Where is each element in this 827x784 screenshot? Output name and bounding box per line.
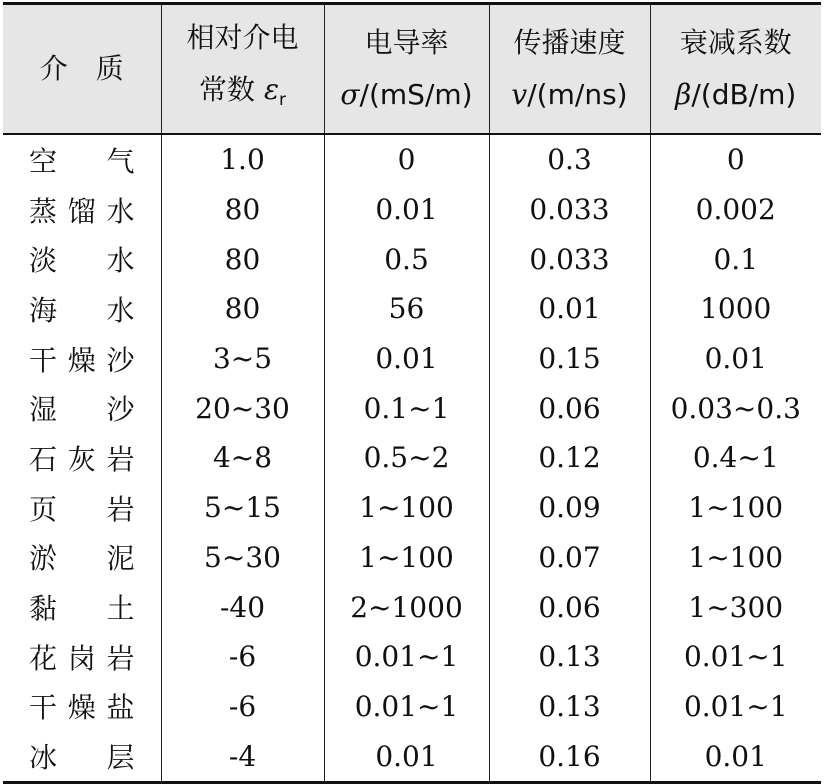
header-row	[3, 4, 821, 135]
cell-velocity: 0.16	[489, 731, 650, 782]
table-row	[3, 682, 821, 732]
cell-velocity: 0.13	[489, 682, 650, 732]
cell-conductivity: 0	[324, 134, 489, 185]
cell-medium: 湿沙	[29, 393, 135, 427]
header-attenuation-line2	[651, 69, 822, 121]
cell-velocity: 0.13	[489, 632, 650, 682]
header-conductivity-line1: 电导率	[364, 26, 449, 59]
cell-permittivity: 5~15	[161, 483, 324, 533]
header-velocity-line1: 传播速度	[513, 26, 626, 59]
cell-conductivity: 56	[324, 284, 489, 334]
table-row	[3, 234, 821, 284]
cell-attenuation: 0.1	[650, 234, 821, 284]
header-permittivity-line2	[162, 64, 324, 126]
cell-velocity: 0.01	[489, 284, 650, 334]
cell-conductivity: 1~100	[324, 533, 489, 583]
cell-permittivity: -6	[161, 632, 324, 682]
header-velocity-unit: /(m/ns)	[527, 78, 628, 111]
cell-medium: 花岗岩	[29, 641, 135, 675]
cell-velocity: 0.033	[489, 185, 650, 235]
header-permittivity-prefix: 常数	[199, 73, 264, 106]
table-row	[3, 731, 821, 782]
cell-medium: 海水	[29, 293, 135, 327]
media-properties-table-wrap	[3, 2, 821, 778]
header-permittivity-symbol: ε	[263, 73, 279, 106]
header-conductivity	[324, 4, 489, 135]
cell-medium: 冰层	[3, 731, 161, 782]
table-row	[3, 582, 821, 632]
cell-conductivity: 1~100	[324, 483, 489, 533]
cell-attenuation: 1~100	[650, 533, 821, 583]
cell-velocity: 0.15	[489, 334, 650, 384]
cell-conductivity: 0.01~1	[324, 682, 489, 732]
cell-permittivity: -40	[161, 582, 324, 632]
header-conductivity-symbol: σ	[340, 78, 360, 111]
table-body	[3, 134, 821, 782]
header-attenuation-symbol: β	[675, 78, 692, 111]
cell-attenuation: 1000	[650, 284, 821, 334]
cell-permittivity: 1.0	[161, 134, 324, 185]
header-permittivity-line1: 相对介电	[186, 21, 299, 54]
cell-conductivity: 0.5~2	[324, 433, 489, 483]
media-properties-table	[3, 2, 821, 784]
table-row	[3, 433, 821, 483]
table-row	[3, 284, 821, 334]
cell-velocity: 0.033	[489, 234, 650, 284]
cell-permittivity: 3~5	[161, 334, 324, 384]
cell-permittivity: -4	[161, 731, 324, 782]
cell-medium: 淡水	[29, 244, 135, 278]
table-row	[3, 185, 821, 235]
header-attenuation	[650, 4, 821, 135]
cell-medium: 空气	[29, 144, 135, 178]
cell-conductivity: 0.01	[324, 334, 489, 384]
cell-attenuation: 0	[650, 134, 821, 185]
cell-permittivity: 80	[161, 284, 324, 334]
header-attenuation-line1: 衰减系数	[679, 26, 792, 59]
header-medium	[3, 4, 161, 135]
header-attenuation-unit: /(dB/m)	[691, 78, 797, 111]
header-velocity-symbol: v	[511, 78, 528, 111]
cell-attenuation: 0.01	[650, 334, 821, 384]
header-medium-label: 介质	[39, 52, 152, 85]
cell-medium: 黏土	[29, 592, 135, 626]
cell-permittivity: 80	[161, 185, 324, 235]
cell-velocity: 0.3	[489, 134, 650, 185]
cell-medium: 蒸馏水	[29, 194, 135, 228]
table-row	[3, 334, 821, 384]
cell-medium: 干燥沙	[29, 343, 135, 377]
header-conductivity-line2	[325, 69, 489, 121]
cell-conductivity: 0.01	[324, 185, 489, 235]
cell-velocity: 0.07	[489, 533, 650, 583]
table-row	[3, 383, 821, 433]
table-header	[3, 4, 821, 135]
cell-permittivity: 20~30	[161, 383, 324, 433]
cell-conductivity: 0.1~1	[324, 383, 489, 433]
cell-permittivity: -6	[161, 682, 324, 732]
cell-attenuation: 0.002	[650, 185, 821, 235]
cell-velocity: 0.12	[489, 433, 650, 483]
cell-permittivity: 5~30	[161, 533, 324, 583]
table-row	[3, 533, 821, 583]
table-row	[3, 632, 821, 682]
cell-permittivity: 4~8	[161, 433, 324, 483]
cell-attenuation: 1~300	[650, 582, 821, 632]
cell-attenuation: 0.4~1	[650, 433, 821, 483]
cell-medium: 淤泥	[29, 542, 135, 576]
cell-permittivity: 80	[161, 234, 324, 284]
header-velocity-line2	[490, 69, 650, 121]
cell-attenuation: 0.01~1	[650, 682, 821, 732]
cell-velocity: 0.06	[489, 582, 650, 632]
header-permittivity	[161, 4, 324, 135]
header-conductivity-unit: /(mS/m)	[359, 78, 473, 111]
cell-conductivity: 0.01~1	[324, 632, 489, 682]
cell-conductivity: 2~1000	[324, 582, 489, 632]
table-row	[3, 134, 821, 185]
header-velocity	[489, 4, 650, 135]
cell-velocity: 0.09	[489, 483, 650, 533]
cell-attenuation: 0.01	[650, 731, 821, 782]
header-permittivity-subscript: r	[278, 90, 286, 110]
cell-velocity: 0.06	[489, 383, 650, 433]
cell-attenuation: 0.01~1	[650, 632, 821, 682]
cell-medium: 石灰岩	[29, 442, 135, 476]
cell-conductivity: 0.5	[324, 234, 489, 284]
cell-attenuation: 0.03~0.3	[650, 383, 821, 433]
cell-medium: 干燥盐	[29, 691, 135, 725]
cell-attenuation: 1~100	[650, 483, 821, 533]
cell-conductivity: 0.01	[324, 731, 489, 782]
cell-medium: 页岩	[29, 492, 135, 526]
table-row	[3, 483, 821, 533]
